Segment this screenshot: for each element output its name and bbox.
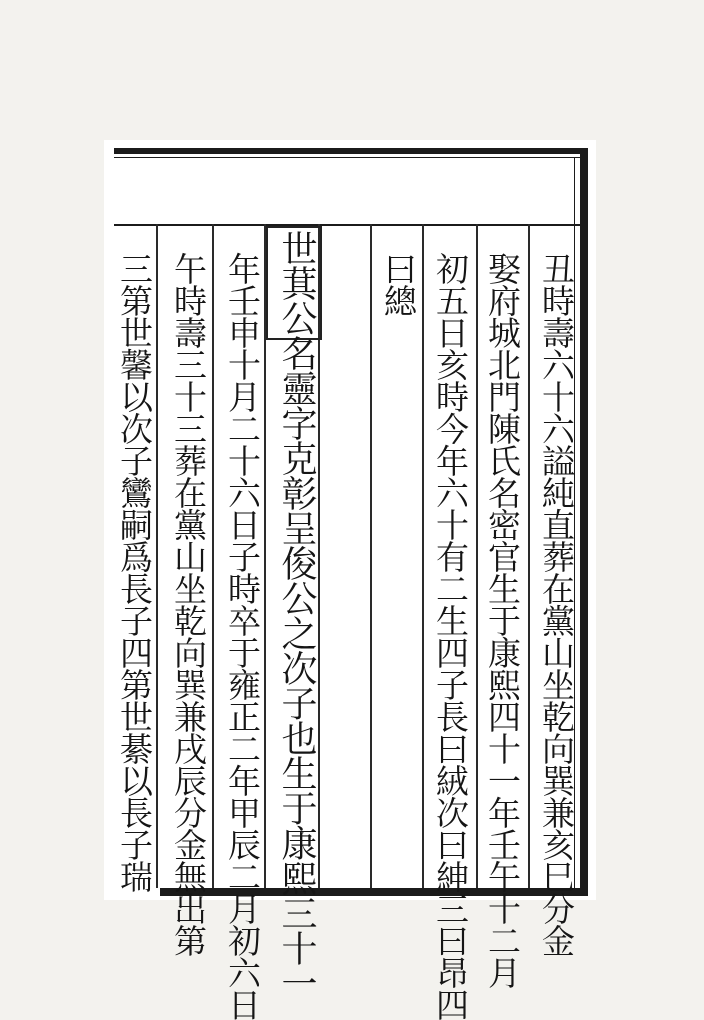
text-column-6-heading: 世萁公名靈字克彰呈俊公之次子也生于康熙三十一	[276, 230, 317, 1000]
frame-top-inner-border	[114, 157, 588, 158]
header-rule	[114, 224, 580, 226]
text-column-8: 午時壽三十三葬在黨山坐乾向巽兼戌辰分金無出第	[169, 252, 208, 956]
frame-top-border	[114, 148, 588, 154]
column-divider	[370, 224, 372, 888]
text-column-4: 曰總	[379, 252, 418, 316]
text-column-1: 丑時壽六十六謚純直葬在黨山坐乾向巽兼亥巳分金	[537, 252, 576, 956]
text-column-7: 年壬申十月二十六日子時卒于雍正二年甲辰二月初六日	[223, 252, 262, 1020]
text-column-9: 三第世馨以次子鸞嗣爲長子四第世綦以長子瑞	[115, 252, 154, 892]
text-column-2: 娶府城北門陳氏名密官生于康熙四十一年壬午十二月	[483, 252, 522, 988]
frame-right-border	[580, 148, 588, 896]
text-column-3: 初五日亥時今年六十有二生四子長曰絨次曰紳三曰昂四	[431, 252, 470, 1020]
